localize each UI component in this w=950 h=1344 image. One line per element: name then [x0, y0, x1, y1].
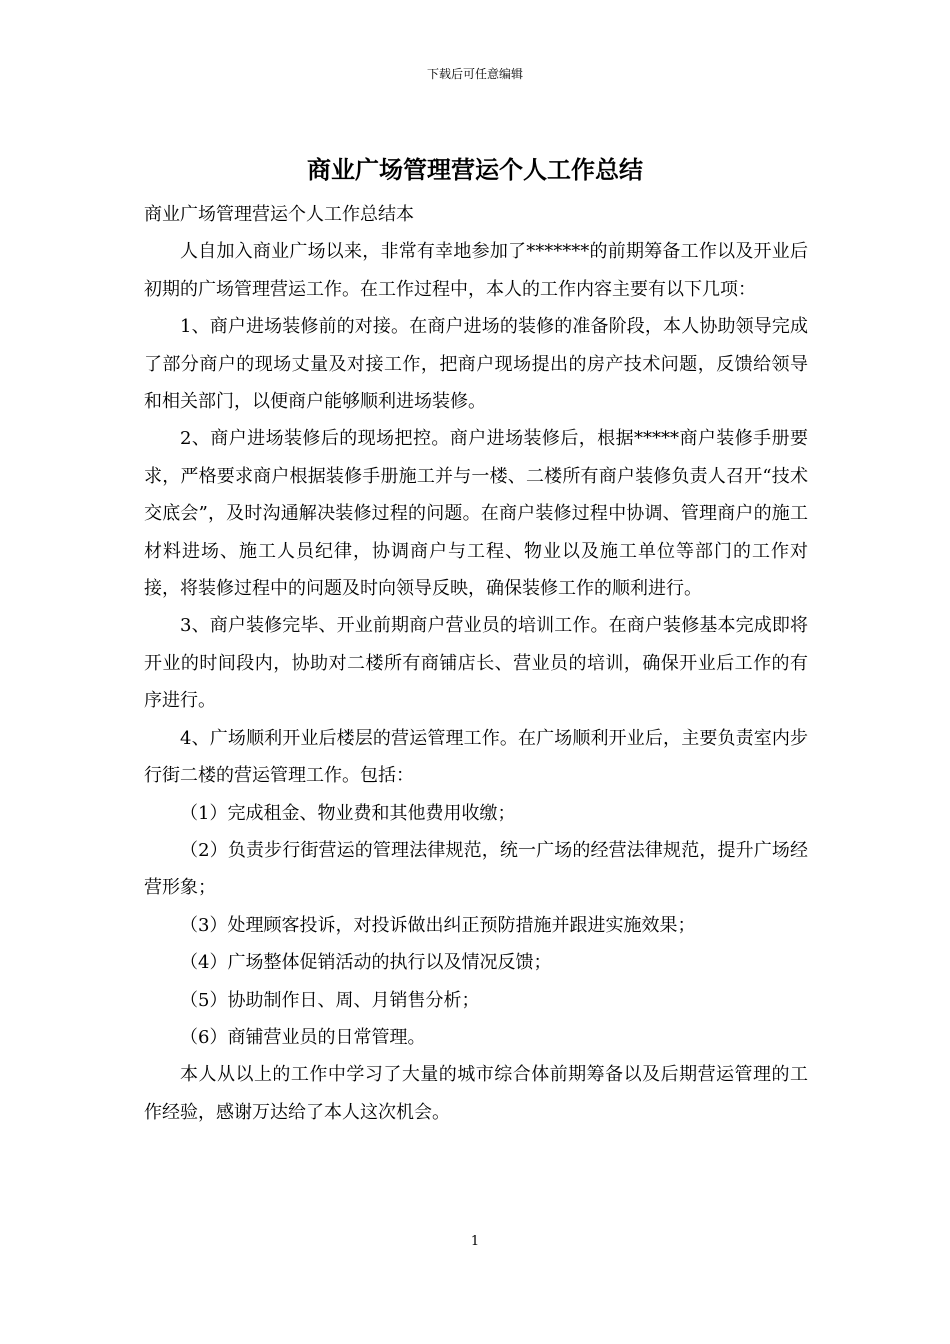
paragraph-item-2: 2、商户进场装修后的现场把控。商户进场装修后，根据*****商户装修手册要求，严格要求商户根据装修手册施工并与一楼、二楼所有商户装修负责人召开“技术交底会”，及时沟通解决装修过程的问题。在商户装修过程中协调、管理商户的施工材料进场、施工人员纪律，协调商户与工程、物业以及施工单位等部门的工作对接，将装修过程中的问题及时向领导反映，确保装修工作的顺利进行。 [144, 428, 808, 600]
paragraph-item-1: 1、商户进场装修前的对接。在商户进场的装修的准备阶段，本人协助领导完成了部分商户的现场丈量及对接工作，把商户现场提出的房产技术问题，反馈给领导和相关部门，以便商户能够顺利进场装修。 [144, 316, 808, 413]
page-number: 1 [470, 1234, 480, 1249]
document-title: 商业广场管理营运个人工作总结 [307, 155, 643, 184]
paragraph-intro: 人自加入商业广场以来，非常有幸地参加了*******的前期筹备工作以及开业后初期的广场管理营运工作。在工作过程中，本人的工作内容主要有以下几项： [144, 241, 808, 300]
document-body [144, 196, 808, 1131]
paragraph-subitem-6: （6）商铺营业员的日常管理。 [180, 1026, 426, 1048]
header-note: 下载后可任意编辑 [426, 67, 523, 81]
paragraph-subtitle: 商业广场管理营运个人工作总结本 [144, 204, 414, 225]
paragraph-subitem-3: （3）处理顾客投诉，对投诉做出纠正预防措施并跟进实施效果； [180, 914, 696, 936]
paragraph-subitem-2: （2）负责步行街营运的管理法律规范，统一广场的经营法律规范，提升广场经营形象； [144, 839, 808, 899]
paragraph-subitem-4: （4）广场整体促销活动的执行以及情况反馈； [180, 952, 552, 974]
paragraph-subitem-1: （1）完成租金、物业费和其他费用收缴； [180, 802, 516, 824]
paragraph-item-3: 3、商户装修完毕、开业前期商户营业员的培训工作。在商户装修基本完成即将开业的时间段内，协助对二楼所有商铺店长、营业员的培训，确保开业后工作的有序进行。 [144, 615, 808, 712]
paragraph-subitem-5: （5）协助制作日、周、月销售分析； [180, 989, 480, 1011]
paragraph-conclusion: 本人从以上的工作中学习了大量的城市综合体前期筹备以及后期营运管理的工作经验，感谢万达给了本人这次机会。 [144, 1064, 808, 1123]
paragraph-item-4: 4、广场顺利开业后楼层的营运管理工作。在广场顺利开业后，主要负责室内步行街二楼的营运管理工作。包括： [144, 727, 808, 787]
